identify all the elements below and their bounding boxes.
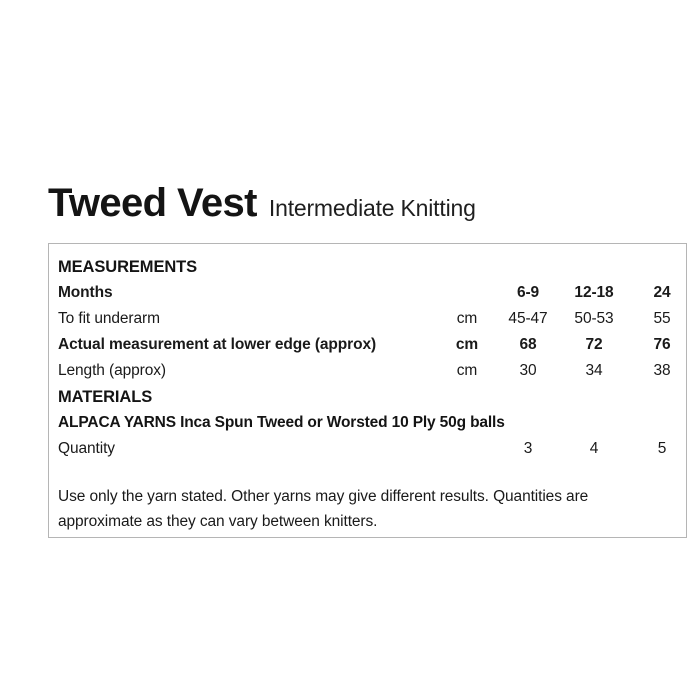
measurements-table: [49, 280, 697, 384]
pattern-subtitle: Intermediate Knitting: [268, 195, 476, 221]
measurement-value-3: 55: [653, 310, 671, 327]
measurement-value-3: 76: [653, 336, 671, 353]
measurement-label: Actual measurement at lower edge (approx): [58, 336, 377, 353]
measurement-label: To fit underarm: [58, 310, 160, 327]
materials-section-heading: MATERIALS: [58, 388, 153, 406]
size-header-value-2: 12-18: [574, 284, 614, 301]
yarn-description: ALPACA YARNS Inca Spun Tweed or Worsted 10 Ply 50g balls: [58, 414, 505, 431]
pattern-info-card: [48, 243, 687, 538]
measurement-value-1: 45-47: [508, 310, 548, 327]
quantity-value-1: 3: [523, 440, 533, 457]
size-header-row: [49, 280, 697, 306]
size-header-unit: [439, 280, 495, 306]
quantity-value-3: 5: [657, 440, 667, 457]
quantity-value-2: 4: [589, 440, 599, 457]
size-header-label: Months: [58, 284, 113, 301]
measurement-value-2: 50-53: [574, 310, 614, 327]
measurement-unit: cm: [455, 336, 479, 353]
page-title: [48, 183, 476, 223]
measurement-unit: cm: [456, 310, 478, 327]
measurement-value-3: 38: [653, 362, 671, 379]
measurement-unit: cm: [456, 362, 478, 379]
table-row: [49, 306, 697, 332]
size-header-value-1: 6-9: [516, 284, 540, 301]
measurement-value-1: 30: [519, 362, 537, 379]
measurements-section-heading: MEASUREMENTS: [58, 258, 198, 276]
measurement-value-2: 72: [585, 336, 603, 353]
table-row: [49, 436, 697, 462]
materials-table: [49, 436, 697, 462]
measurement-value-1: 68: [519, 336, 537, 353]
measurement-value-2: 34: [585, 362, 603, 379]
quantity-label: Quantity: [58, 440, 115, 457]
yarn-note: Use only the yarn stated. Other yarns may give different results. Quantities are approximate as they can vary between knitters.: [58, 488, 589, 530]
table-row: [49, 332, 697, 358]
measurement-label: Length (approx): [58, 362, 166, 379]
table-row: [49, 358, 697, 384]
quantity-unit: [439, 436, 495, 462]
size-header-value-3: 24: [653, 284, 671, 301]
pattern-title: Tweed Vest: [48, 181, 257, 225]
